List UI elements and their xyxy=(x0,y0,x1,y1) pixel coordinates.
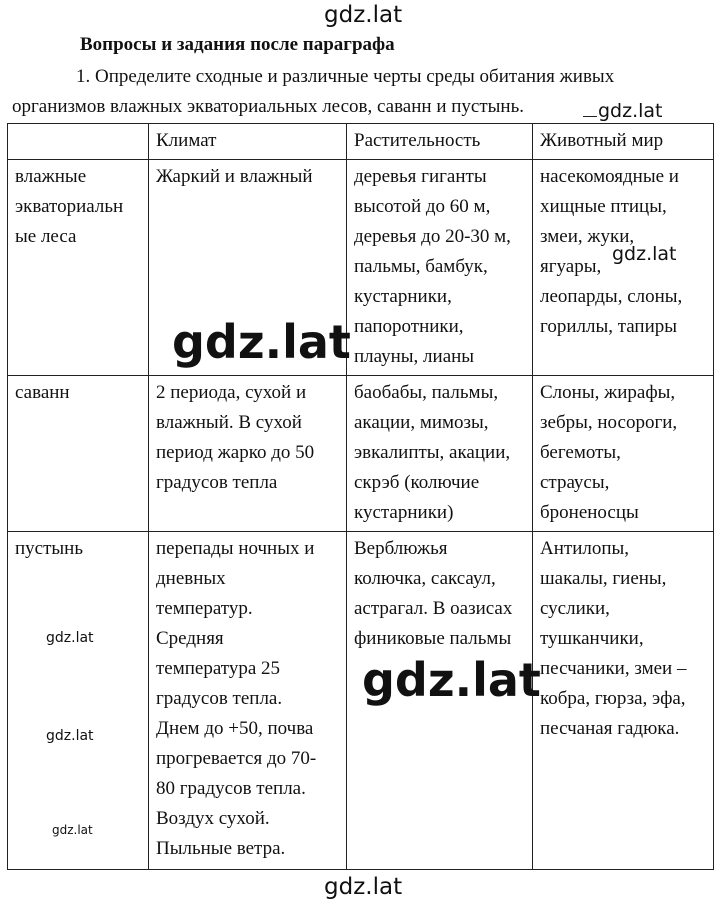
cell-line: Верблюжья xyxy=(354,538,448,559)
cell-line: астрагал. В оазисах xyxy=(354,598,513,619)
cell-line: Антилопы, xyxy=(540,538,630,559)
cell-line: градусов тепла xyxy=(156,472,278,493)
cell-line: деревья гиганты xyxy=(354,166,487,187)
plants-cell xyxy=(347,376,533,532)
cell-line: высотой до 60 м, xyxy=(354,196,491,217)
cell-line: ягуары, xyxy=(540,256,602,277)
header-cell-climate: Климат xyxy=(149,124,347,160)
cell-line: Днем до +50, почва xyxy=(156,718,314,739)
climate-cell xyxy=(149,532,347,870)
cell-line: кустарники) xyxy=(354,502,454,523)
cell-line: насекомоядные и xyxy=(540,166,679,187)
cell-line: экваториальн xyxy=(15,196,124,217)
comparison-table xyxy=(7,123,714,870)
cell-line: влажный. В сухой xyxy=(156,412,302,433)
cell-line: ые леса xyxy=(15,226,77,247)
cell-line: Слоны, жирафы, xyxy=(540,382,676,403)
table-row xyxy=(8,160,714,376)
header-cell-plants: Растительность xyxy=(347,124,533,160)
watermark-cell: gdz.lat xyxy=(612,243,677,265)
watermark-small-2: gdz.lat xyxy=(46,728,94,744)
cell-line: Жаркий и влажный xyxy=(156,166,313,187)
cell-line: броненосцы xyxy=(540,502,639,523)
cell-line: температур. xyxy=(156,598,253,619)
cell-line: акации, мимозы, xyxy=(354,412,489,433)
watermark-small-1: gdz.lat xyxy=(46,630,94,646)
cell-line: финиковые пальмы xyxy=(354,628,512,649)
cell-line: змеи, жуки, xyxy=(540,226,635,247)
cell-line: хищные птицы, xyxy=(540,196,667,217)
section-heading: Вопросы и задания после параграфа xyxy=(80,34,395,55)
climate-cell xyxy=(149,376,347,532)
table-row xyxy=(8,532,714,870)
cell-line: температура 25 xyxy=(156,658,281,679)
cell-line: Средняя xyxy=(156,628,224,649)
watermark-top: gdz.lat xyxy=(324,2,403,28)
cell-line: 2 периода, сухой и xyxy=(156,382,307,403)
cell-line: саванн xyxy=(15,382,70,403)
cell-line: баобабы, пальмы, xyxy=(354,382,499,403)
cell-line: пальмы, бамбук, xyxy=(354,256,488,277)
watermark-bottom: gdz.lat xyxy=(324,874,403,900)
cell-line: влажные xyxy=(15,166,87,187)
cell-line: 80 градусов тепла. xyxy=(156,778,306,799)
animals-cell xyxy=(533,532,714,870)
cell-line: страусы, xyxy=(540,472,610,493)
cell-line: суслики, xyxy=(540,598,610,619)
cell-line: перепады ночных и xyxy=(156,538,315,559)
cell-line: плауны, лианы xyxy=(354,346,475,367)
cell-line: деревья до 20-30 м, xyxy=(354,226,511,247)
cell-line: песчаники, змеи – xyxy=(540,658,687,679)
task-line-1: 1. Определите сходные и различные черты среды обитания живых xyxy=(76,66,615,87)
cell-line: Воздух сухой. xyxy=(156,808,270,829)
cell-line: пустынь xyxy=(15,538,84,559)
watermark-large-1: gdz.lat xyxy=(172,315,351,369)
zone-cell xyxy=(8,160,149,376)
cell-line: кобра, гюрза, эфа, xyxy=(540,688,686,709)
cell-line: прогревается до 70- xyxy=(156,748,317,769)
cell-line: леопарды, слоны, xyxy=(540,286,683,307)
animals-cell xyxy=(533,376,714,532)
cell-line: бегемоты, xyxy=(540,442,621,463)
cell-line: кустарники, xyxy=(354,286,452,307)
watermark-small-3: gdz.lat xyxy=(52,823,93,837)
cell-line: папоротники, xyxy=(354,316,464,337)
cell-line: период жарко до 50 xyxy=(156,442,315,463)
cell-line: тушканчики, xyxy=(540,628,644,649)
cell-line: песчаная гадюка. xyxy=(540,718,680,739)
header-cell-zone xyxy=(8,124,149,160)
cell-line: скрэб (колючие xyxy=(354,472,480,493)
cell-line: шакалы, гиены, xyxy=(540,568,667,589)
zone-cell xyxy=(8,376,149,532)
cell-line: колючка, саксаул, xyxy=(354,568,496,589)
plants-cell xyxy=(347,160,533,376)
cell-line: дневных xyxy=(156,568,226,589)
header-cell-animals: Животный мир xyxy=(533,124,714,160)
cell-line: Пыльные ветра. xyxy=(156,838,286,859)
table-row xyxy=(8,376,714,532)
cell-line: зебры, носороги, xyxy=(540,412,678,433)
zone-cell xyxy=(8,532,149,870)
table-header-row xyxy=(8,124,714,160)
cell-line: градусов тепла. xyxy=(156,688,283,709)
cell-line: эвкалипты, акации, xyxy=(354,442,511,463)
watermark-large-2: gdz.lat xyxy=(362,653,541,707)
watermark-underline xyxy=(583,116,597,117)
cell-line: гориллы, тапиры xyxy=(540,316,678,337)
animals-cell xyxy=(533,160,714,376)
task-line-2: организмов влажных экваториальных лесов, саванн и пустынь. xyxy=(12,96,524,117)
watermark-right: gdz.lat xyxy=(598,100,663,122)
